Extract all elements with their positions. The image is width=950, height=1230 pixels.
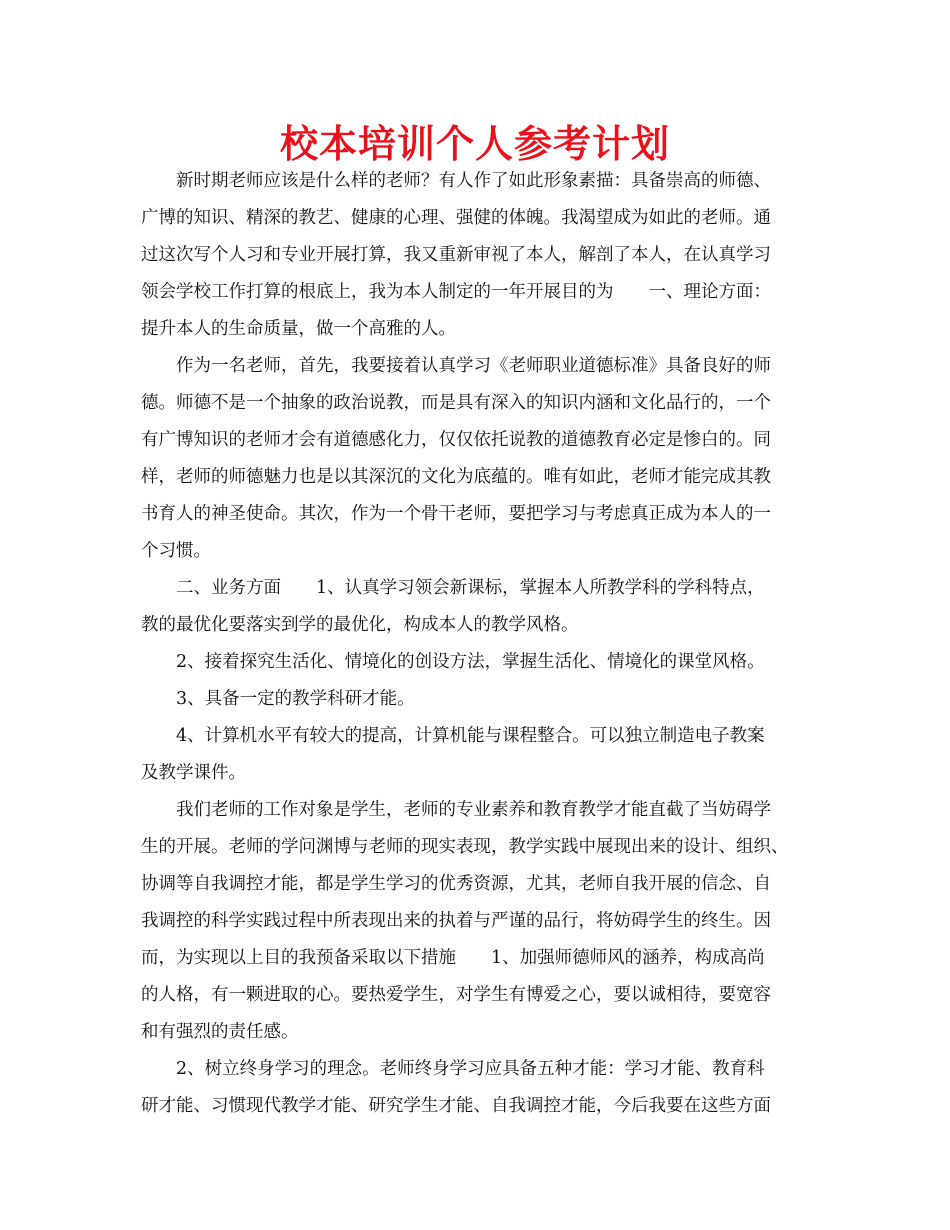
document-title: 校本培训个人参考计划 (279, 121, 670, 166)
text-line: 作为一名老师，首先，我要接着认真学习《老师职业道德标准》具备良好的师 (176, 356, 771, 376)
text-line: 样，老师的师德魅力也是以其深沉的文化为底蕴的。唯有如此，老师才能完成其教 (141, 467, 771, 487)
text-line: 2、树立终身学习的理念。老师终身学习应具备五种才能：学习才能、教育科 (176, 1059, 765, 1079)
text-line: 生的开展。老师的学问渊博与老师的现实表现，教学实践中展现出来的设计、组织、 (141, 837, 789, 857)
text-line: 教的最优化要落实到学的最优化，构成本人的教学风格。 (141, 615, 579, 635)
text-line: 有广博知识的老师才会有道德感化力，仅仅依托说教的道德教育必定是惨白的。同 (141, 430, 771, 450)
text-line: 书育人的神圣使命。其次，作为一个骨干老师，要把学习与考虑真正成为本人的一 (141, 504, 771, 524)
text-line: 协调等自我调控才能，都是学生学习的优秀资源，尤其，老师自我开展的信念、自 (141, 874, 771, 894)
text-line: 我们老师的工作对象是学生，老师的专业素养和教育教学才能直截了当妨碍学 (176, 800, 771, 820)
text-line: 我调控的科学实践过程中所表现出来的执着与严谨的品行，将妨碍学生的终生。因 (141, 911, 771, 931)
text-line: 广博的知识、精深的教艺、健康的心理、强健的体魄。我渴望成为如此的老师。通 (141, 208, 771, 228)
text-line: 领会学校工作打算的根底上，我为本人制定的一年开展目的为 一、理论方面： (141, 282, 771, 302)
text-line: 研才能、习惯现代教学才能、研究学生才能、自我调控才能，今后我要在这些方面 (141, 1096, 771, 1116)
text-line: 德。师德不是一个抽象的政治说教，而是具有深入的知识内涵和文化品行的，一个 (141, 393, 771, 413)
text-line: 和有强烈的责任感。 (141, 1022, 299, 1042)
text-line: 二、业务方面 1、认真学习领会新课标，掌握本人所教学科的学科特点， (176, 578, 765, 598)
text-line: 3、具备一定的教学科研才能。 (176, 689, 415, 709)
text-line: 4、计算机水平有较大的提高，计算机能与课程整合。可以独立制造电子教案 (176, 726, 765, 746)
text-line: 提升本人的生命质量，做一个高雅的人。 (141, 319, 456, 339)
text-line: 的人格，有一颗进取的心。要热爱学生，对学生有博爱之心，要以诚相待，要宽容 (141, 985, 771, 1005)
text-line: 而，为实现以上目的我预备采取以下措施 1、加强师德师风的涵养，构成高尚 (141, 948, 765, 968)
document-body (141, 163, 841, 1125)
text-line: 2、接着探究生活化、情境化的创设方法，掌握生活化、情境化的课堂风格。 (176, 652, 765, 672)
text-line: 新时期老师应该是什么样的老师？有人作了如此形象素描：具备崇高的师德、 (176, 171, 771, 191)
text-line: 及教学课件。 (141, 763, 246, 783)
text-line: 个习惯。 (141, 541, 211, 561)
text-line: 过这次写个人习和专业开展打算，我又重新审视了本人，解剖了本人，在认真学习 (141, 245, 771, 265)
